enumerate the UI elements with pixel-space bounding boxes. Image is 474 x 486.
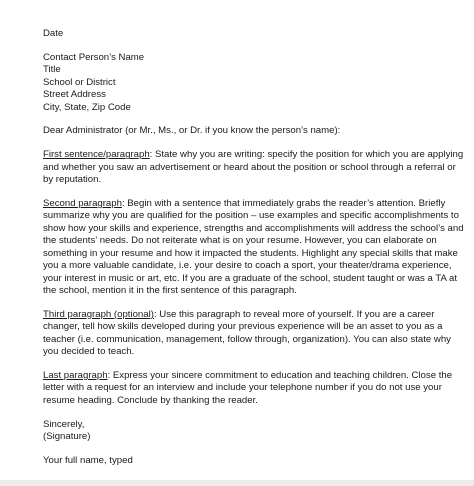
salutation-block <box>43 125 463 137</box>
first-paragraph <box>43 149 463 186</box>
school-line: School or District <box>43 76 116 88</box>
paragraph-text: : Express your sincere commitment to education and teaching children. Close the <box>107 369 453 381</box>
paragraph-line <box>43 370 463 382</box>
closing-block <box>43 419 463 444</box>
paragraph-line: your interest in music or art, etc. If you are a graduate of the school, student taught or was a TA at <box>43 272 457 284</box>
paragraph-line: teacher (i.e. communication, management, follow through, organization). You can also state why <box>43 333 451 345</box>
paragraph-line: changer, tell how skills developed during your previous experience will be an asset to you as a <box>43 321 443 333</box>
paragraph-line: show how your skills and experience, strengths and accomplishments will address the school’s and <box>43 222 464 234</box>
valediction: Sincerely, <box>43 418 85 430</box>
paragraph-text: : State why you are writing: specify the position for which you are applying <box>149 149 464 161</box>
last-paragraph-label: Last paragraph <box>43 369 108 381</box>
letter-body <box>43 28 463 479</box>
date-block <box>43 28 463 40</box>
paragraph-line: and whether you saw an advertisement or heard about the position or school through a referral or <box>43 161 456 173</box>
last-paragraph <box>43 370 463 407</box>
paragraph-line: summarize why you are qualified for the position – use examples and specific accomplishments to <box>43 210 459 222</box>
second-paragraph <box>43 198 463 297</box>
paragraph-text: : Use this paragraph to reveal more of yourself. If you are a career <box>153 308 435 320</box>
paragraph-line: something in your resume and how it impacted the students. Highlight any special skills that make <box>43 247 458 259</box>
paragraph-line <box>43 198 463 210</box>
salutation: Dear Administrator (or Mr., Ms., or Dr. if you know the person’s name): <box>43 125 341 137</box>
paragraph-line: the students’ needs. Do not reiterate what is on your resume. However, you can elaborate on <box>43 235 437 247</box>
typed-name: Your full name, typed <box>43 454 133 466</box>
typed-name-block <box>43 455 463 467</box>
page-bottom-edge <box>0 480 474 486</box>
city-line: City, State, Zip Code <box>43 101 131 113</box>
paragraph-line <box>43 149 463 161</box>
signature-placeholder: (Signature) <box>43 431 91 443</box>
date-line: Date <box>43 28 64 39</box>
paragraph-line: you a more valuable candidate, i.e. your desire to coach a sport, your theater/drama experience, <box>43 260 452 272</box>
paragraph-line: the school, mention it in the first sentence of this paragraph. <box>43 284 297 296</box>
third-paragraph-label: Third paragraph (optional) <box>43 308 154 320</box>
title-line: Title <box>43 64 61 76</box>
street-line: Street Address <box>43 89 106 101</box>
second-paragraph-label: Second paragraph <box>43 198 122 210</box>
contact-name-line: Contact Person’s Name <box>43 51 145 63</box>
paragraph-line: letter with a request for an interview and include your telephone number if you do not use your <box>43 382 442 394</box>
paragraph-line: resume heading. Conclude by thanking the reader. <box>43 394 258 406</box>
paragraph-line <box>43 309 463 321</box>
paragraph-line: by reputation. <box>43 174 102 186</box>
paragraph-line: you decided to teach. <box>43 346 135 358</box>
recipient-address <box>43 52 463 114</box>
paragraph-text: : Begin with a sentence that immediately grabs the reader’s attention. Briefly <box>121 198 446 210</box>
third-paragraph <box>43 309 463 359</box>
first-paragraph-label: First sentence/paragraph <box>43 149 150 161</box>
